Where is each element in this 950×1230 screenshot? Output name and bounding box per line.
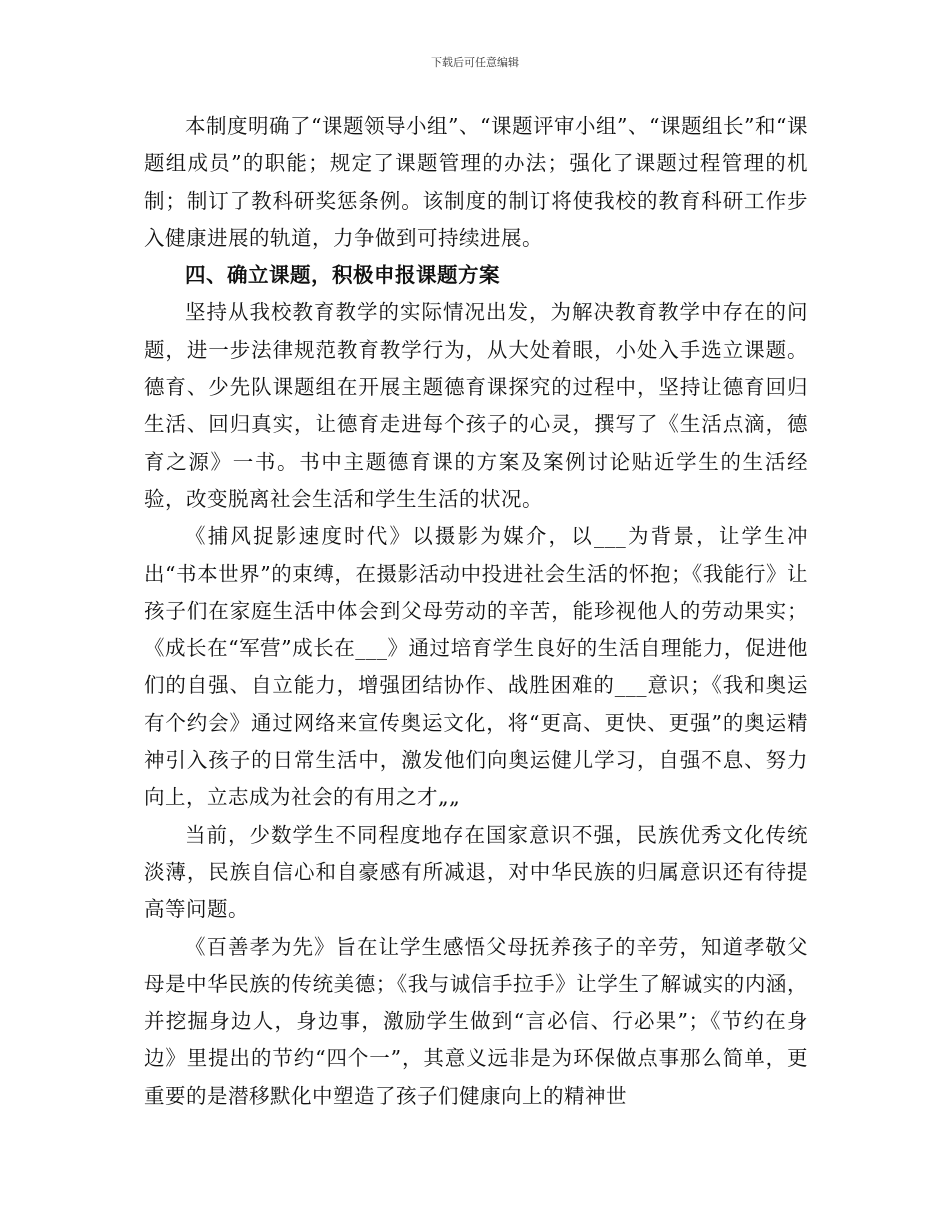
- paragraph-virtue-courses: 《百善孝为先》旨在让学生感悟父母抚养孩子的辛劳，知道孝敬父母是中华民族的传统美德；《我与诚信手拉手》让学生了解诚实的内涵，并挖掘身边人，身边事，激励学生做到“言必信、行必果”；《节约在身边》里提出的节约“四个一”，其意义远非是为环保做点事那么简单，更重要的是潜移默化中塑造了孩子们健康向上的精神世: [144, 934, 808, 1108]
- paragraph-system-description: 本制度明确了“课题领导小组”、“课题评审小组”、“课题组长”和“课题组成员”的职能；规定了课题管理的办法；强化了课题过程管理的机制；制订了教科研奖惩条例。该制度的制订将使我校的教育科研工作步入健康进展的轨道，力争做到可持续进展。: [144, 114, 808, 250]
- document-body: [144, 108, 808, 1115]
- section-heading: 四、确立课题，积极申报课题方案: [185, 263, 500, 288]
- paragraph-course-examples: 《捕风捉影速度时代》以摄影为媒介，以___为背景，让学生冲出“书本世界”的束缚，在摄影活动中投进社会生活的怀抱；《我能行》让孩子们在家庭生活中体会到父母劳动的辛苦，能珍视他人的劳动果实；《成长在“军营”成长在___》通过培育学生良好的生活自理能力，促进他们的自强、自立能力，增强团结协作、战胜困难的___意识；《我和奥运有个约会》通过网络来宣传奥运文化，将“更高、更快、更强”的奥运精神引入孩子的日常生活中，激发他们向奥运健儿学习，自强不息、努力向上，立志成为社会的有用之才„„: [144, 524, 808, 810]
- paragraph-topic-selection: 坚持从我校教育教学的实际情况出发，为解决教育教学中存在的问题，进一步法律规范教育教学行为，从大处着眼，小处入手选立课题。德育、少先队课题组在开展主题德育课探究的过程中，坚持让德育回归生活、回归真实，让德育走进每个孩子的心灵，撰写了《生活点滴，德育之源》一书。书中主题德育课的方案及案例讨论贴近学生的生活经验，改变脱离社会生活和学生生活的状况。: [144, 300, 808, 511]
- page-header-note: 下载后可任意编辑: [431, 56, 519, 69]
- paragraph-current-issues: 当前，少数学生不同程度地存在国家意识不强，民族优秀文化传统淡薄，民族自信心和自豪感有所减退，对中华民族的归属意识还有待提高等问题。: [144, 822, 808, 922]
